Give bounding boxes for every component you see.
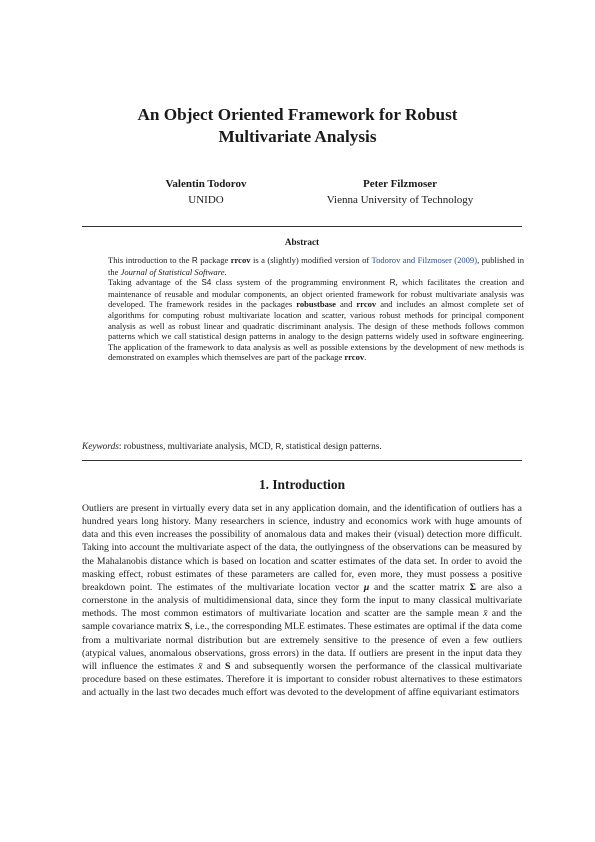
text-run: , i.e., the corresponding MLE estimates. These estimates are optimal if the data come from a multivariate normal distribution but are extremely sensitive to the presence of even a few outliers (atypical values, anomalous observations, gross errors) in the data. If outliers are present in the input data they will influence the estimates [82,621,522,672]
software-name: S4 [201,278,212,288]
author-block-1 [96,176,316,208]
author-name: Peter Filzmoser [362,178,437,190]
package-name: rrcov [356,299,377,310]
author-name: Valentin Todorov [165,178,247,190]
math-symbol: μ [363,581,370,593]
section-heading: 1. Introduction [258,477,346,492]
text-run: : robustness, multivariate analysis, MCD, [118,442,276,452]
software-name: R [191,256,198,265]
text-run: This introduction to the [108,255,192,265]
package-name: rrcov [230,255,251,265]
software-name: R [389,278,396,288]
title-line-2: Multivariate Analysis [218,127,377,146]
software-name: R [275,442,282,451]
author-block-2 [290,176,510,208]
math-symbol: Σ [469,581,476,593]
introduction-paragraph [82,502,522,699]
abstract-top-rule [82,226,522,227]
text-run: and subsequently worsen the performance of the classical multivariate procedure based on these estimates. Therefore it is important to consider robust alternatives to these estimators and actually in the last two decades much effort was devoted to the development of affine equivariant estimators [82,660,522,699]
math-symbol: x̄ [483,608,488,620]
journal-name: Journal of Statistical Software [120,266,225,277]
text-run: and includes an almost complete set of algorithms for computing robust multivariate location and scatter, various robust methods for principal component analysis as well as robust linear and quadratic discriminant analysis. The design of these methods follows common patterns which we call statistical design patterns in analogy to the design patterns widely used in software engineering. The application of the framework to data analysis as well as possible extensions by the development of new methods is demonstrated on examples which themselves are part of the package [108,299,524,363]
text-run: Outliers are present in virtually every data set in any application domain, and the identification of outliers has a hundred years long history. Many researchers in science, industry and economics work with huge amounts of data and this even increases the possibility of anomalous data and makes their (visual) detection more difficult. Taking into account the multivariate aspect of the data, the outlyingness of the observations can be measured by the Mahalanobis distance which is based on location and scatter estimates of the data set. In order to avoid the masking effect, robust estimates of these parameters are called for, even more, they must possess a positive breakdown point. The estimates of the multivariate location vector [82,503,522,593]
author-affiliation: Vienna University of Technology [326,194,474,206]
citation-link[interactable] [372,255,478,265]
keywords-label: Keywords [82,442,119,452]
text-run: and [335,299,357,310]
text-run: Taking advantage of the [108,277,202,288]
text-run: are also a cornerstone in the analysis of multidimensional data, since they form the input to many classical multivariate methods. The most common estimators of multivariate location and scatter are the sample mean [82,581,522,620]
title-line-1: An Object Oriented Framework for Robust [137,105,458,124]
text-run: , published in the [108,255,524,277]
package-name: rrcov [344,352,365,363]
text-run: , statistical design patterns. [281,442,382,452]
abstract-body [108,255,524,363]
abstract-paragraph-2 [108,277,524,363]
text-run: , which facilitates the creation and maintenance of reusable and modular components, an object oriented framework for robust multivariate analysis was developed. The framework resides in the packages [108,277,524,310]
paper-title [60,104,535,148]
math-symbol: S [224,660,231,672]
text-run: . [224,266,227,277]
text-run: . [364,352,367,363]
text-run: package [197,255,231,265]
abstract-paragraph-1 [108,255,524,277]
math-symbol: S [184,621,190,633]
text-run: and [202,660,225,672]
package-name: robustbase [296,299,336,310]
text-run: and the scatter matrix [369,581,470,593]
text-run: is a (slightly) modified version of [250,255,372,265]
citation-authors: Todorov and Filzmoser [371,255,452,265]
abstract-heading: Abstract [284,237,320,247]
citation-year: (2009) [454,255,478,265]
text-run: class system of the programming environment [211,277,390,288]
text-run: and the sample covariance matrix [82,608,522,633]
math-symbol: x̄ [198,660,203,672]
keywords-line [82,441,522,453]
author-affiliation: UNIDO [188,194,224,206]
abstract-bottom-rule [82,460,522,461]
